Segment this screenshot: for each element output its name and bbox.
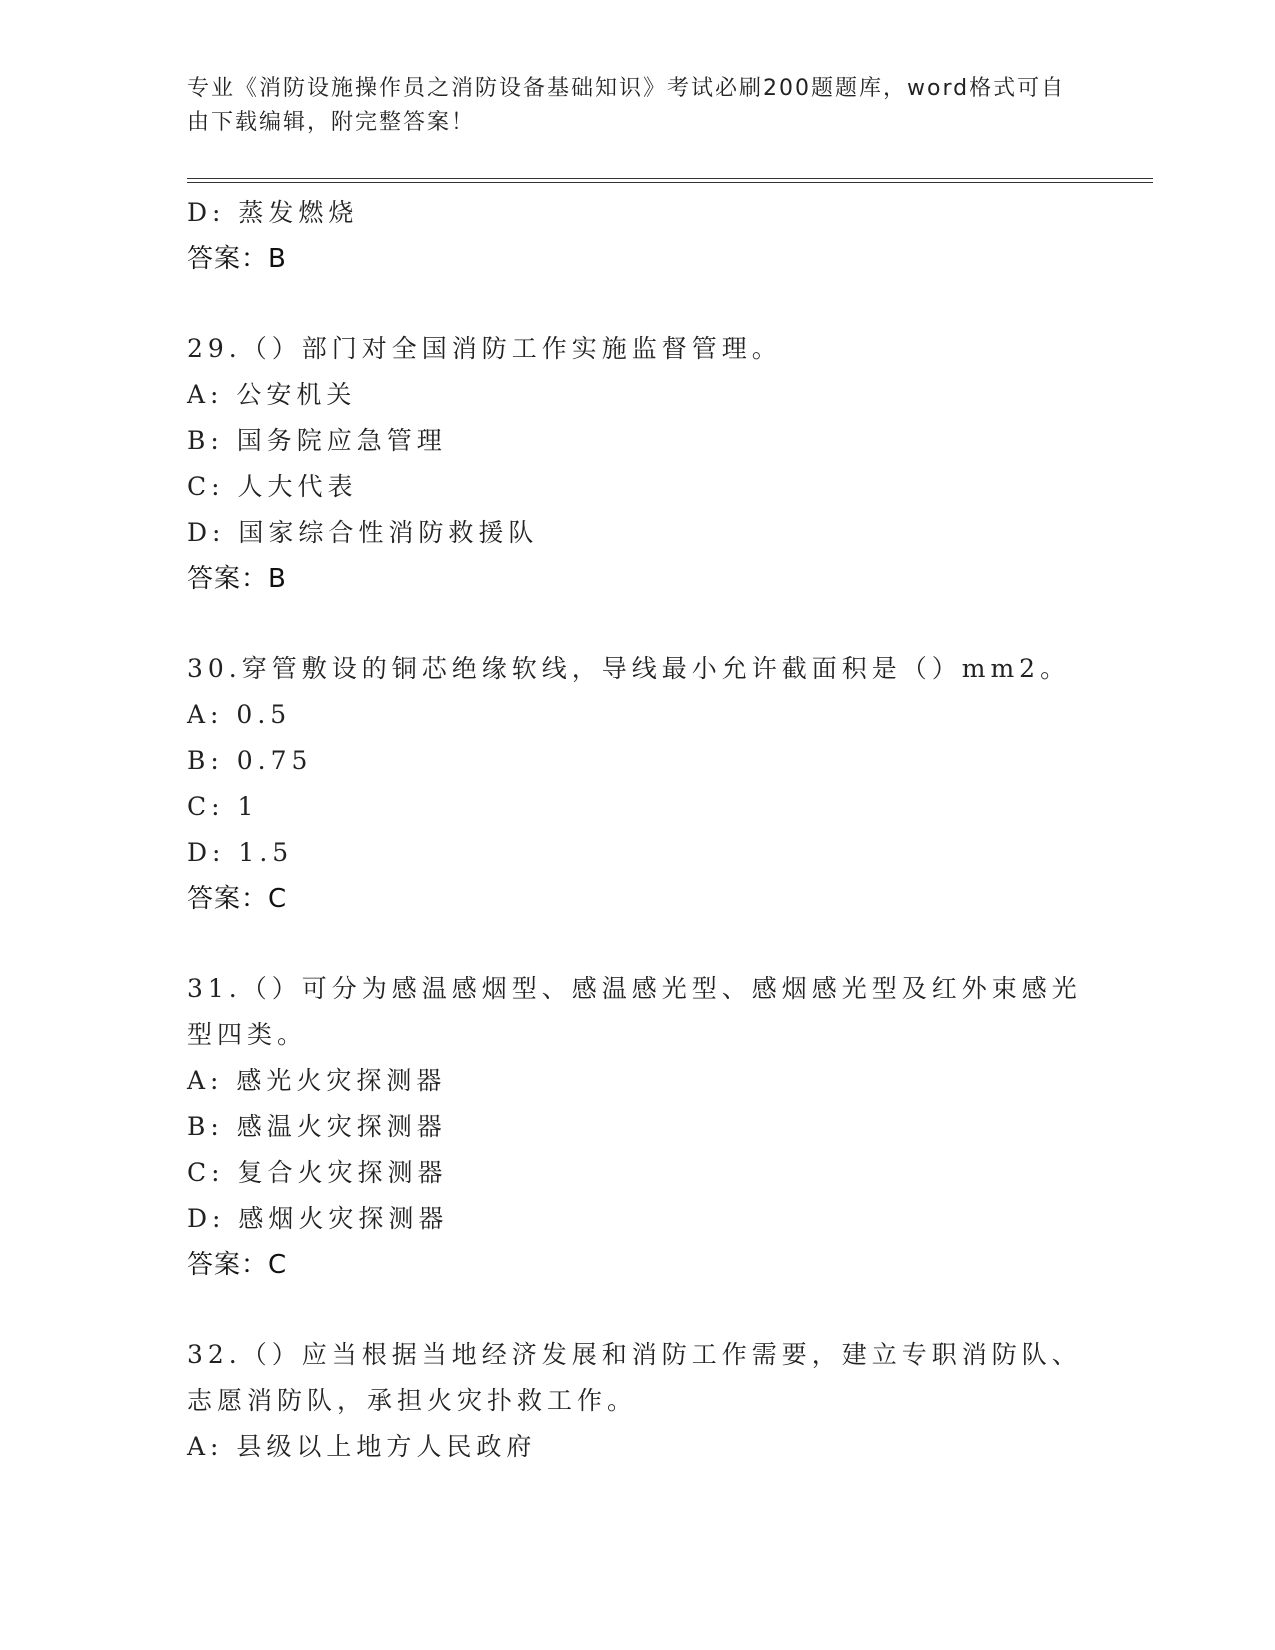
question-29 [187,326,1087,602]
question-32 [187,1332,1087,1470]
option-b: B: 感温火灾探测器 [187,1112,447,1141]
document-header [187,72,1067,140]
option-a: A: 公安机关 [187,380,357,409]
question-30 [187,646,1087,922]
option-d: D: 感烟火灾探测器 [187,1204,449,1233]
question-stem: 30.穿管敷设的铜芯绝缘软线，导线最小允许截面积是（）mm2。 [187,654,1071,683]
question-stem: 32.（）应当根据当地经济发展和消防工作需要，建立专职消防队、志愿消防队，承担火灾扑救工作。 [187,1340,1082,1415]
answer-label: 答案：C [187,1250,288,1280]
option-a: A: 0.5 [187,700,292,729]
answer-label: 答案：B [187,244,287,274]
question-31 [187,966,1087,1288]
option-c: C: 人大代表 [187,472,358,501]
option-c: C: 1 [187,792,259,821]
question-list [187,190,1087,1470]
header-rule-top [187,178,1153,179]
option-b: B: 0.75 [187,746,313,775]
option-d: D: 1.5 [187,838,294,867]
question-stem: 31.（）可分为感温感烟型、感温感光型、感烟感光型及红外束感光型四类。 [187,974,1082,1049]
option-a: A: 感光火灾探测器 [187,1066,447,1095]
header-title: 专业《消防设施操作员之消防设备基础知识》考试必刷200题题库，word格式可自由下载编辑，附完整答案！ [187,76,1066,135]
carryover-block [187,190,1087,282]
header-rule-bottom [187,182,1153,183]
option-c: C: 复合火灾探测器 [187,1158,448,1187]
option-d: D: 蒸发燃烧 [187,198,359,227]
answer-label: 答案：B [187,564,287,594]
option-d: D: 国家综合性消防救援队 [187,518,539,547]
answer-label: 答案：C [187,884,288,914]
option-b: B: 国务院应急管理 [187,426,447,455]
option-a: A: 县级以上地方人民政府 [187,1432,537,1461]
question-stem: 29.（）部门对全国消防工作实施监督管理。 [187,334,782,363]
